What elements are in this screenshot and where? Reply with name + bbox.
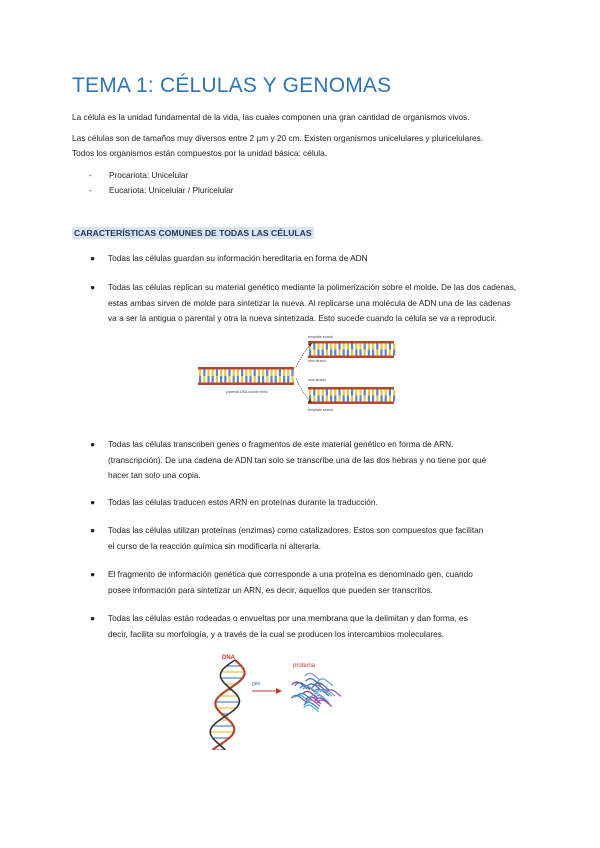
daughter-helix-top (308, 341, 395, 358)
cell-type-item (89, 168, 188, 182)
dna-label: DNA (222, 655, 235, 661)
bullet-line: Todas las células traducen estos ARN en proteínas durante la traducción. (108, 497, 378, 507)
section-heading: CARACTERÍSTICAS COMUNES DE TODAS LAS CÉLULAS (74, 228, 312, 238)
bullet-marker: ● (90, 525, 96, 535)
bullet-line: estas ambas sirven de molde para sintetizar la nueva. Al replicarse una molécula de ADN una de las cadenas (108, 297, 511, 308)
dna-helix (210, 660, 244, 750)
gene-label: gen (252, 681, 261, 687)
bullet-line: Todas las células transcriben genes o fragmentos de este material genético en forma de ARN. (108, 439, 454, 449)
bullet-marker: ● (90, 439, 96, 449)
intro-paragraph-1: La célula es la unidad fundamental de la vida, las cuales componen una gran cantidad de organismos vivos. (72, 112, 470, 122)
top-template-label: template strand (308, 335, 333, 339)
cell-type-text: Procariota: Unicelular (109, 170, 189, 180)
parent-label: parental DNA double helix (226, 390, 268, 394)
gene-protein-figure (200, 650, 350, 750)
bullet-marker: ● (90, 497, 96, 507)
cell-type-item (89, 183, 234, 197)
bullet-line: va a ser la antigua o parental y otra la nueva sintetizada. Esto sucede cuando la célula se va a reproducir. (108, 313, 497, 323)
dna-replication-figure (196, 331, 396, 415)
dash-marker: - (89, 170, 92, 180)
top-new-label: new strand (308, 359, 326, 363)
page-title: TEMA 1: CÉLULAS Y GENOMAS (72, 74, 392, 97)
daughter-helix-bottom (308, 387, 395, 404)
protein-structure (291, 673, 341, 711)
bullet-line: Todas las células utilizan proteínas (enzimas) como catalizadores. Estos son compuestos que facilitan (108, 525, 484, 535)
bullet-marker: ● (90, 282, 96, 292)
protein-label: proteína (293, 663, 316, 669)
cell-type-text: Eucariota: Unicelular / Pluricelular (109, 185, 234, 195)
bullet-marker: ● (90, 569, 96, 579)
bullet-line: posee información para sintetizar un ARN, es decir, aquellos que pueden ser transcritos. (108, 584, 433, 595)
intro-paragraph-2: Las células son de tamaños muy diversos entre 2 µm y 20 cm. Existen organismos unicelulares y pluricelulares. (72, 133, 484, 143)
arrow-head-icon (276, 688, 282, 694)
intro-paragraph-3: Todos los organismos están compuestos por la unidad básica: célula. (72, 148, 328, 158)
bottom-new-label: new strand (308, 378, 326, 382)
bottom-template-label: template strand (308, 408, 333, 412)
dash-marker: - (89, 185, 92, 195)
bullet-line: hacer tan solo una copia. (108, 470, 201, 480)
bullet-line: Todas las células replican su material genético mediante la polimerización sobre el molde. De las dos cadenas, (108, 282, 517, 292)
bullet-marker: ● (90, 613, 96, 623)
bullet-line: Todas las células guardan su información hereditaria en forma de ADN (108, 253, 368, 263)
bullet-line: el curso de la reacción química sin modificarla ni alterarla. (108, 540, 322, 551)
parental-helix (198, 367, 294, 385)
bullet-line: decir, facilita su morfología, y a través de la cual se producen los intercambios moleculares. (108, 628, 445, 639)
bullet-line: El fragmento de información genética que corresponde a una proteína es denominado gen, cuando (108, 569, 473, 579)
bullet-marker: ● (90, 253, 96, 263)
bullet-line: (transcripción). De una cadena de ADN tan solo se transcribe una de las dos hebras y no tiene por qué (108, 454, 487, 465)
bullet-line: Todas las células están rodeadas o envueltas por una membrana que la delimitan y dan forma, es (108, 613, 468, 623)
